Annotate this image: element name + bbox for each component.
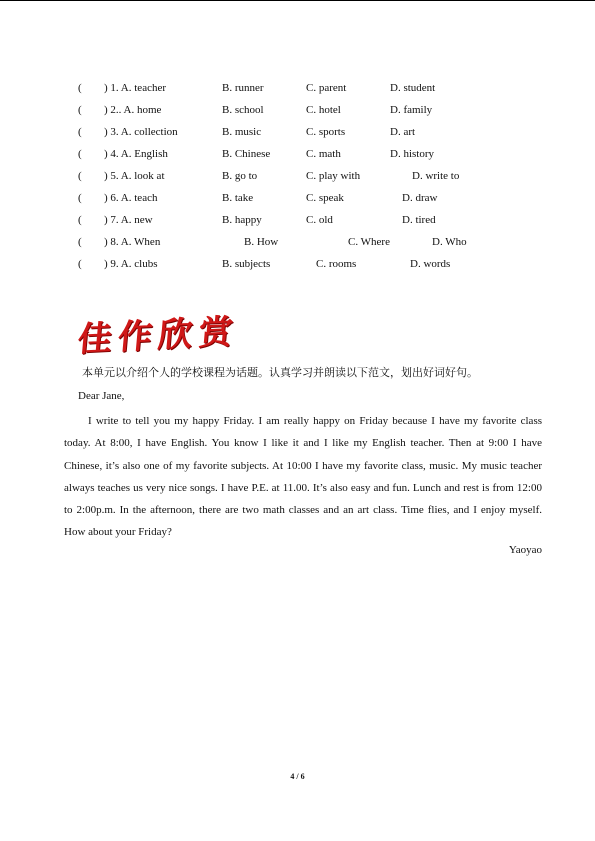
question-option-b: B. happy	[222, 214, 262, 226]
question-option-a: ) 1. A. teacher	[104, 82, 166, 94]
answer-bracket: (	[78, 236, 82, 248]
letter-greeting: Dear Jane,	[78, 390, 125, 402]
question-option-a: ) 4. A. English	[104, 148, 168, 160]
question-option-d: D. history	[390, 148, 434, 160]
letter-signature: Yaoyao	[508, 544, 542, 556]
answer-bracket: (	[78, 258, 82, 270]
question-option-d: D. student	[390, 82, 436, 94]
question-option-c: C. sports	[306, 126, 346, 138]
question-option-b: B. music	[222, 126, 262, 138]
question-option-b: B. take	[222, 192, 254, 204]
question-option-a: ) 2.. A. home	[104, 104, 162, 116]
answer-bracket: (	[78, 170, 82, 182]
question-option-c: C. math	[306, 148, 341, 160]
letter-body: I write to tell you my happy Friday. I am really happy on Friday because I have my favorite class today. At 8:00, I have English. You know I like it and I like my English teacher. Then at 9:00 I have Chinese, it’s also one of my favorite subjects. At 10:00 I have my favorite class, music. My music teacher always teaches us very nice songs. I have P.E. at 11.00. It’s also easy and fun. Lunch and rest is from 12:00 to 2:00p.m. In the afternoon, there are two math classes and an art class. Time flies, and I enjoy myself. How about your Friday?	[64, 415, 542, 539]
question-option-d: D. write to	[412, 170, 460, 182]
question-option-c: C. speak	[306, 192, 344, 204]
question-option-c: C. old	[306, 214, 333, 226]
question-option-a: ) 6. A. teach	[104, 192, 158, 204]
question-option-b: B. go to	[222, 170, 258, 182]
question-option-c: C. hotel	[306, 104, 341, 116]
question-option-b: B. school	[222, 104, 264, 116]
page-number: 4 / 6	[290, 772, 305, 781]
question-option-b: B. How	[244, 236, 279, 248]
question-option-a: ) 9. A. clubs	[104, 258, 158, 270]
question-option-d: D. words	[410, 258, 451, 270]
question-option-d: D. Who	[432, 236, 467, 248]
question-option-b: B. Chinese	[222, 148, 271, 160]
question-option-d: D. family	[390, 104, 433, 116]
question-option-b: B. subjects	[222, 258, 271, 270]
question-option-a: ) 5. A. look at	[104, 170, 165, 182]
answer-bracket: (	[78, 126, 82, 138]
header-rule	[0, 0, 595, 1]
question-option-a: ) 7. A. new	[104, 214, 153, 226]
answer-bracket: (	[78, 192, 82, 204]
section-intro: 本单元以介绍个人的学校课程为话题。认真学习并朗读以下范文，划出好词好句。	[82, 366, 478, 379]
question-option-d: D. art	[390, 126, 416, 138]
answer-bracket: (	[78, 214, 82, 226]
question-option-a: ) 8. A. When	[104, 236, 161, 248]
answer-bracket: (	[78, 148, 82, 160]
question-option-d: D. draw	[402, 192, 438, 204]
answer-bracket: (	[78, 104, 82, 116]
question-option-c: C. parent	[306, 82, 347, 94]
question-option-c: C. Where	[348, 236, 390, 248]
section-title-art: 佳作欣赏	[75, 311, 241, 360]
question-option-c: C. play with	[306, 170, 361, 182]
answer-bracket: (	[78, 82, 82, 94]
question-option-d: D. tired	[402, 214, 436, 226]
question-option-a: ) 3. A. collection	[104, 126, 178, 138]
question-option-b: B. runner	[222, 82, 264, 94]
question-option-c: C. rooms	[316, 258, 357, 270]
